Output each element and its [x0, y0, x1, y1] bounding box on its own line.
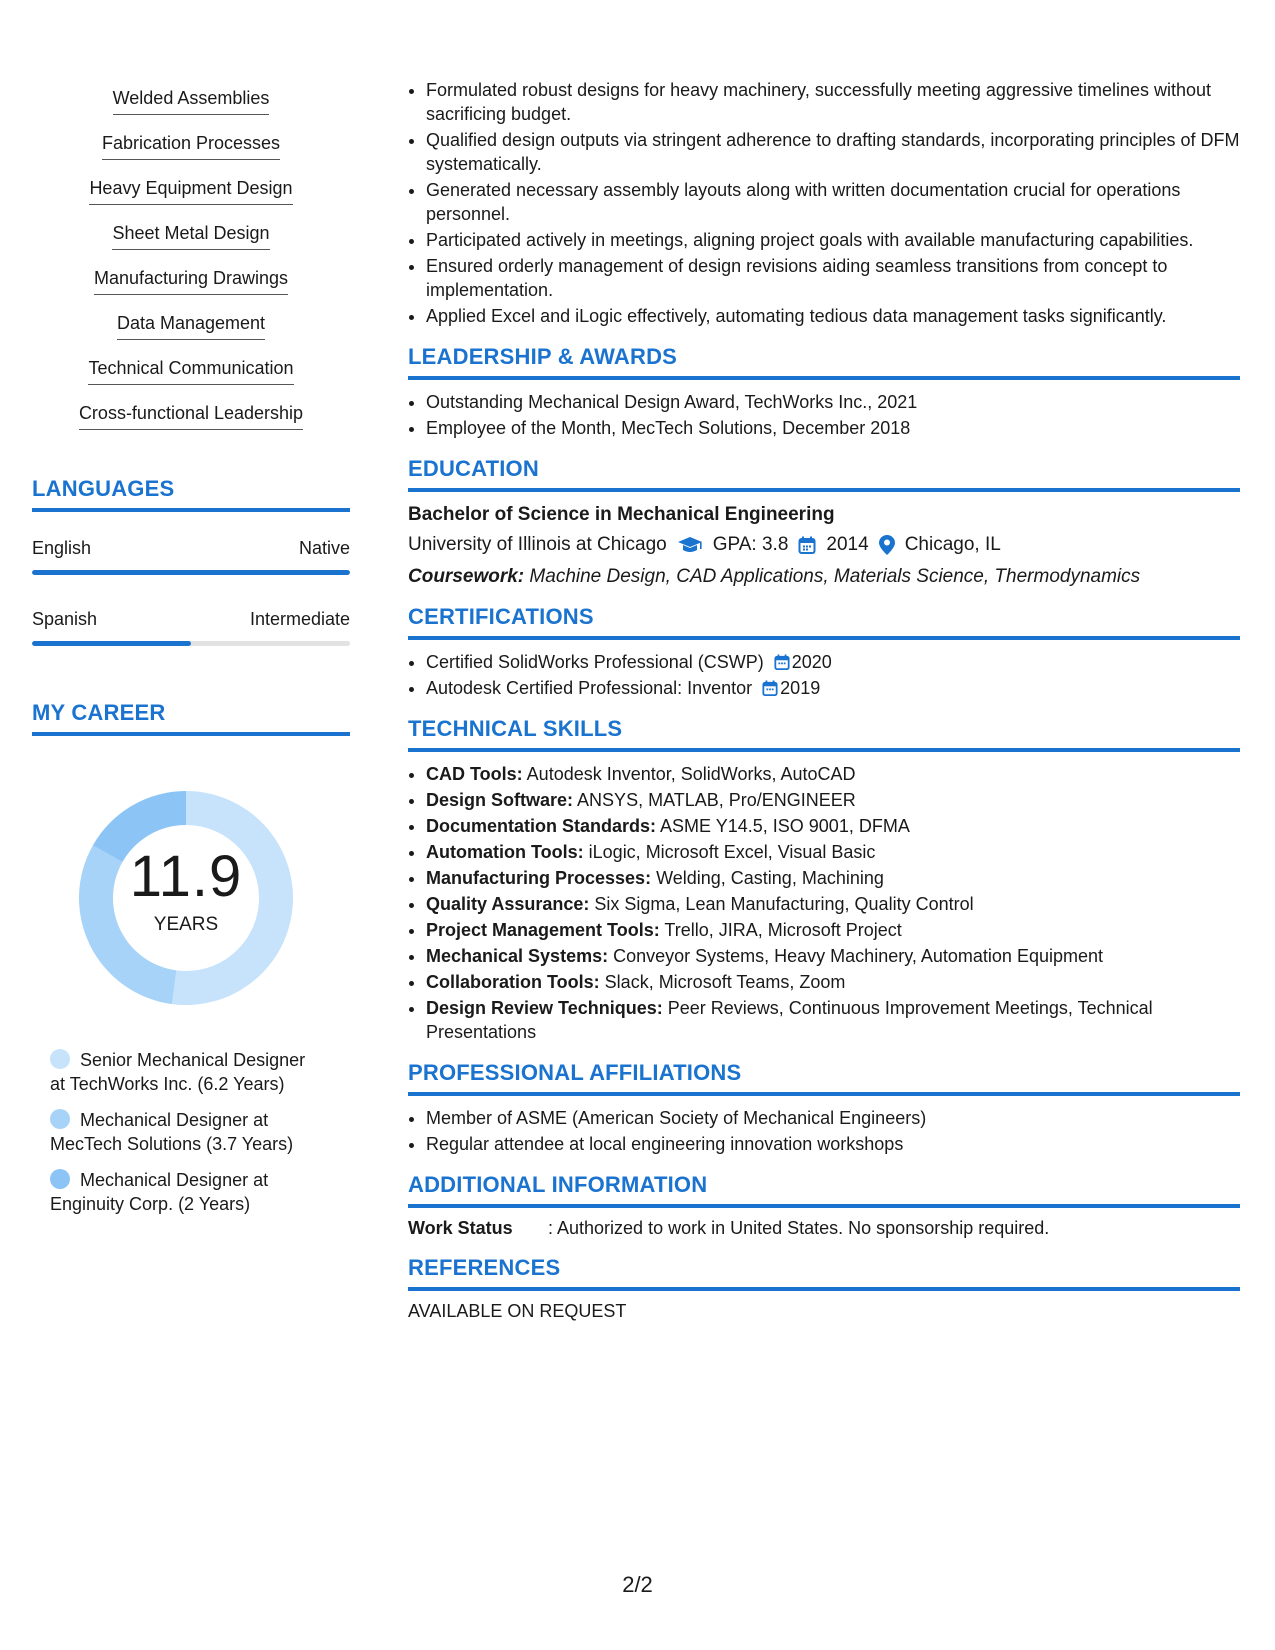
affiliation-item: • Member of ASME (American Society of Mechanical Engineers) — [426, 1106, 1240, 1130]
career-total: 11.9 — [129, 844, 243, 909]
language-level: Intermediate — [249, 609, 350, 629]
legend-dot — [50, 1109, 70, 1129]
career-section — [32, 700, 350, 1216]
certification-item: • Certified SolidWorks Professional (CSWP) 2020 — [426, 650, 1240, 674]
language-proficiency-bar — [32, 570, 350, 575]
right-column — [408, 78, 1240, 1322]
certifications-section — [408, 604, 1240, 700]
career-legend — [50, 1048, 350, 1216]
work-status-label: Work Status — [408, 1218, 513, 1238]
education-gpa: GPA: 3.8 — [712, 534, 789, 555]
language-english — [32, 538, 350, 575]
language-level: Native — [298, 538, 350, 558]
award-item: • Outstanding Mechanical Design Award, TechWorks Inc., 2021 — [426, 390, 1240, 414]
references-heading: REFERENCES — [408, 1255, 1240, 1291]
technical-skill-item: • Collaboration Tools: Slack, Microsoft Teams, Zoom — [426, 970, 1240, 994]
experience-bullets — [408, 78, 1240, 328]
career-unit: YEARS — [153, 914, 219, 935]
career-heading: MY CAREER — [32, 700, 350, 736]
legend-item: Mechanical Designer at Enginuity Corp. (2 Years) — [50, 1170, 269, 1214]
technical-skills-section — [408, 716, 1240, 1044]
legend-item: Mechanical Designer at MecTech Solutions (3.7 Years) — [50, 1110, 294, 1154]
language-name: English — [32, 538, 92, 558]
references-text: AVAILABLE ON REQUEST — [408, 1301, 627, 1321]
skills-list — [32, 80, 350, 440]
skill-item: Data Management — [32, 305, 350, 350]
award-item: • Employee of the Month, MecTech Solutions, December 2018 — [426, 416, 1240, 440]
education-location: Chicago, IL — [904, 534, 1001, 555]
technical-skill-item: • Design Review Techniques: Peer Reviews, Continuous Improvement Meetings, Technical Presentations — [426, 996, 1240, 1044]
technical-skill-item: • CAD Tools: Autodesk Inventor, SolidWorks, AutoCAD — [426, 762, 1240, 786]
education-coursework: Coursework: Machine Design, CAD Applications, Materials Science, Thermodynamics — [408, 566, 1141, 587]
additional-info-heading: ADDITIONAL INFORMATION — [408, 1172, 1240, 1208]
experience-bullet: • Qualified design outputs via stringent adherence to drafting standards, incorporating principles of DFM systematically. — [426, 128, 1240, 176]
technical-skills-heading: TECHNICAL SKILLS — [408, 716, 1240, 752]
education-heading: EDUCATION — [408, 456, 1240, 492]
calendar-icon — [798, 536, 816, 555]
additional-info-section — [408, 1172, 1240, 1239]
education-school: University of Illinois at Chicago — [408, 534, 667, 555]
page-number: 2/2 — [622, 1572, 653, 1597]
language-spanish — [32, 609, 350, 646]
graduation-cap-icon — [677, 536, 703, 554]
skill-item: Welded Assemblies — [32, 80, 350, 125]
languages-heading: LANGUAGES — [32, 476, 350, 512]
work-status-row — [408, 1218, 1240, 1239]
references-section — [408, 1255, 1240, 1322]
leadership-section — [408, 344, 1240, 440]
technical-skill-item: • Documentation Standards: ASME Y14.5, ISO 9001, DFMA — [426, 814, 1240, 838]
technical-skill-item: • Design Software: ANSYS, MATLAB, Pro/ENGINEER — [426, 788, 1240, 812]
skill-item: Manufacturing Drawings — [32, 260, 350, 305]
education-degree: Bachelor of Science in Mechanical Engineering — [408, 504, 835, 525]
legend-dot — [50, 1169, 70, 1189]
skill-item: Fabrication Processes — [32, 125, 350, 170]
calendar-icon — [762, 680, 778, 697]
legend-dot — [50, 1049, 70, 1069]
language-name: Spanish — [32, 609, 98, 629]
language-proficiency-bar — [32, 641, 350, 646]
legend-item: Senior Mechanical Designer at TechWorks Inc. (6.2 Years) — [50, 1050, 306, 1094]
affiliations-heading: PROFESSIONAL AFFILIATIONS — [408, 1060, 1240, 1096]
experience-bullet: • Generated necessary assembly layouts along with written documentation crucial for operations personnel. — [426, 178, 1240, 226]
location-pin-icon — [879, 535, 895, 555]
skill-item: Heavy Equipment Design — [32, 170, 350, 215]
technical-skill-item: • Project Management Tools: Trello, JIRA, Microsoft Project — [426, 918, 1240, 942]
leadership-heading: LEADERSHIP & AWARDS — [408, 344, 1240, 380]
technical-skill-item: • Automation Tools: iLogic, Microsoft Excel, Visual Basic — [426, 840, 1240, 864]
affiliation-item: • Regular attendee at local engineering innovation workshops — [426, 1132, 1240, 1156]
experience-bullet: • Ensured orderly management of design revisions aiding seamless transitions from concept to implementation. — [426, 254, 1240, 302]
certifications-heading: CERTIFICATIONS — [408, 604, 1240, 640]
technical-skill-item: • Manufacturing Processes: Welding, Casting, Machining — [426, 866, 1240, 890]
calendar-icon — [774, 654, 790, 671]
education-section — [408, 456, 1240, 588]
experience-bullet: • Applied Excel and iLogic effectively, automating tedious data management tasks significantly. — [426, 304, 1240, 328]
technical-skill-item: • Quality Assurance: Six Sigma, Lean Manufacturing, Quality Control — [426, 892, 1240, 916]
career-donut-chart — [66, 778, 306, 1018]
technical-skill-item: • Mechanical Systems: Conveyor Systems, Heavy Machinery, Automation Equipment — [426, 944, 1240, 968]
left-column — [32, 80, 350, 1228]
experience-bullet: • Formulated robust designs for heavy machinery, successfully meeting aggressive timelines without sacrificing budget. — [426, 78, 1240, 126]
skill-item: Cross-functional Leadership — [32, 395, 350, 440]
experience-bullet: • Participated actively in meetings, aligning project goals with available manufacturing capabilities. — [426, 228, 1240, 252]
work-status-value: : Authorized to work in United States. No sponsorship required. — [548, 1218, 1050, 1238]
education-year: 2014 — [826, 534, 869, 555]
affiliations-section — [408, 1060, 1240, 1156]
skill-item: Sheet Metal Design — [32, 215, 350, 260]
certification-item: • Autodesk Certified Professional: Inventor 2019 — [426, 676, 1240, 700]
skill-item: Technical Communication — [32, 350, 350, 395]
